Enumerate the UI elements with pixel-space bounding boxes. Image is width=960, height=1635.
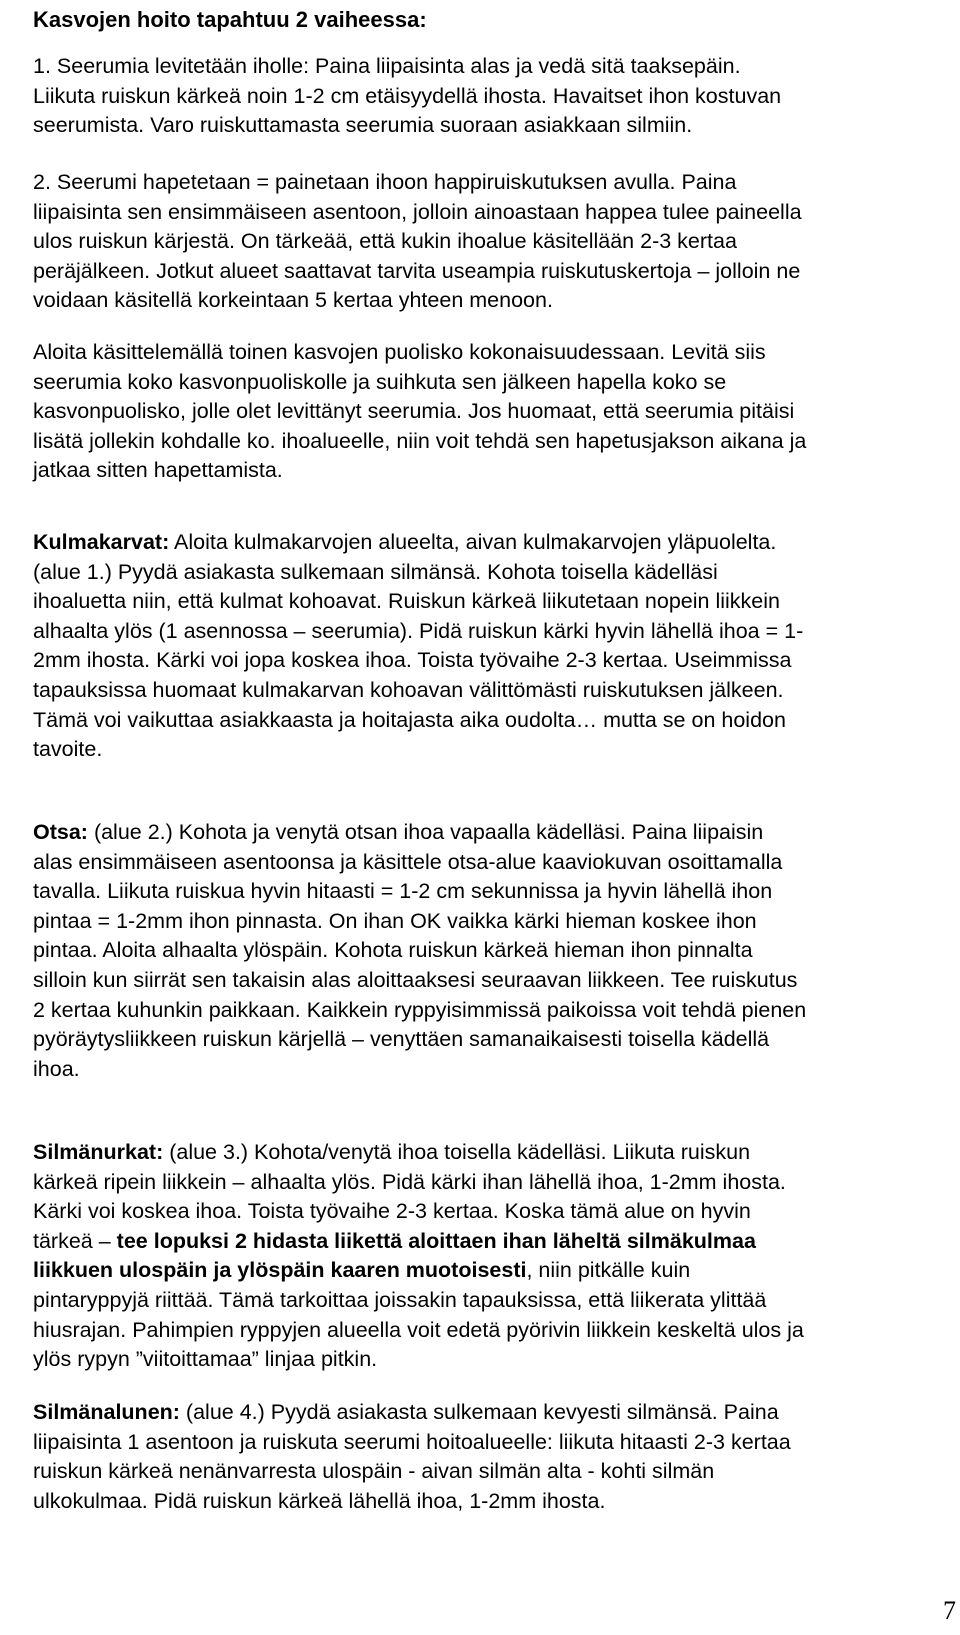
text-line: hiusrajan. Pahimpien ryppyjen alueella voit edetä pyörivin liikkein keskeltä ulos ja	[33, 1317, 804, 1342]
text-line	[33, 1398, 933, 1428]
text-line: ihoa.	[33, 1056, 80, 1081]
section-label: Silmänalunen:	[33, 1400, 180, 1424]
text-line	[33, 1227, 933, 1257]
text-line: lisätä jollekin kohdalle ko. ihoalueelle, niin voit tehdä sen hapetusjakson aikana ja	[33, 428, 807, 453]
text-span: Aloita kulmakarvojen alueelta, aivan kulmakarvojen yläpuolelta.	[169, 530, 777, 554]
text-line: ulkokulmaa. Pidä ruiskun kärkeä lähellä ihoa, 1-2mm ihosta.	[33, 1488, 606, 1513]
emphasis-text: liikkuen ulospäin ja ylöspäin kaaren muotoisesti	[33, 1258, 527, 1283]
text-line: 2mm ihosta. Kärki voi jopa koskea ihoa. Toista työvaihe 2-3 kertaa. Useimmissa	[33, 648, 792, 673]
start-paragraph	[33, 338, 933, 486]
section-label: Otsa:	[33, 820, 88, 844]
text-line: pintaa = 1-2mm ihon pinnasta. On ihan OK vaikka kärki hieman koskee ihon	[33, 908, 757, 933]
text-line: ulos ruiskun kärjestä. On tärkeää, että kukin ihoalue käsitellään 2-3 kertaa	[33, 229, 737, 254]
text-line: seerumista. Varo ruiskuttamasta seerumia suoraan asiakkaan silmiin.	[33, 113, 693, 138]
text-line: 2. Seerumi hapetetaan = painetaan ihoon happiruiskutuksen avulla. Paina	[33, 170, 737, 194]
text-line: 1. Seerumia levitetään iholle: Paina liipaisinta alas ja vedä sitä taaksepäin.	[33, 54, 741, 78]
text-line: liipaisinta 1 asentoon ja ruiskuta seerumi hoitoalueelle: liikuta hitaasti 2-3 kertaa	[33, 1429, 791, 1454]
text-line: 2 kertaa kuhunkin paikkaan. Kaikkein ryppyisimmissä paikoissa voit tehdä pienen	[33, 997, 807, 1022]
text-line: pyöräytysliikkeen ruiskun kärjellä – venyttäen samanaikaisesti toisella kädellä	[33, 1027, 770, 1052]
text-line: Tämä voi vaikuttaa asiakkaasta ja hoitajasta aika oudolta… mutta se on hoidon	[33, 707, 786, 732]
kulmakarvat-paragraph	[33, 528, 933, 765]
text-line	[33, 818, 933, 848]
text-span: (alue 2.) Kohota ja venytä otsan ihoa vapaalla kädelläsi. Paina liipaisin	[87, 820, 764, 844]
text-line: voidaan käsitellä korkeintaan 5 kertaa yhteen menoon.	[33, 288, 553, 313]
text-line: pintaa. Aloita alhaalta ylöspäin. Kohota ruiskun kärkeä hieman ihon pinnalta	[33, 938, 753, 963]
text-span: (alue 3.) Kohota/venytä ihoa toisella kädelläsi. Liikuta ruiskun	[163, 1140, 751, 1164]
text-line: (alue 1.) Pyydä asiakasta sulkemaan silmänsä. Kohota toisella kädelläsi	[33, 559, 718, 584]
emphasis-text: tee lopuksi 2 hidasta liikettä aloittaen ihan läheltä silmäkulmaa	[116, 1228, 756, 1253]
text-line: alas ensimmäiseen asentoonsa ja käsittele otsa-alue kaaviokuvan osoittamalla	[33, 849, 783, 874]
section-label: Silmänurkat:	[33, 1140, 164, 1164]
text-line	[33, 1138, 933, 1168]
text-line: ylös rypyn ”viitoittamaa” linjaa pitkin.	[33, 1347, 378, 1372]
text-line: tapauksissa huomaat kulmakarvan kohoavan välittömästi ruiskutuksen jälkeen.	[33, 677, 784, 702]
otsa-paragraph	[33, 818, 933, 1084]
page-number: 7	[943, 1596, 956, 1625]
text-line: silloin kun siirrät sen takaisin alas aloittaaksesi seuraavan liikkeen. Tee ruiskutus	[33, 967, 798, 992]
text-line: alhaalta ylös (1 asennossa – seerumia). Pidä ruiskun kärki hyvin lähellä ihoa = 1-	[33, 618, 804, 643]
text-line	[33, 528, 933, 558]
text-line: Liikuta ruiskun kärkeä noin 1-2 cm etäisyydellä ihosta. Havaitset ihon kostuvan	[33, 83, 782, 108]
text-line: Aloita käsittelemällä toinen kasvojen puolisko kokonaisuudessaan. Levitä siis	[33, 340, 766, 364]
text-span: (alue 4.) Pyydä asiakasta sulkemaan kevyesti silmänsä. Paina	[179, 1400, 779, 1424]
text-line: kasvonpuolisko, jolle olet levittänyt seerumia. Jos huomaat, että seerumia pitäisi	[33, 399, 795, 424]
silmanalunen-paragraph	[33, 1398, 933, 1516]
text-line: seerumia koko kasvonpuoliskolle ja suihkuta sen jälkeen hapella koko se	[33, 369, 727, 394]
section-label: Kulmakarvat:	[33, 530, 170, 554]
step-2-paragraph	[33, 168, 933, 316]
text-span: , niin pitkälle kuin	[526, 1258, 691, 1283]
text-line: kärkeä ripein liikkein – alhaalta ylös. Pidä kärki ihan lähellä ihoa, 1-2mm ihosta.	[33, 1169, 786, 1194]
page-heading: Kasvojen hoito tapahtuu 2 vaiheessa:	[33, 7, 427, 32]
text-line: tavoite.	[33, 737, 103, 762]
text-line: peräjälkeen. Jotkut alueet saattavat tarvita useampia ruiskutuskertoja – jolloin ne	[33, 258, 801, 283]
text-line: Kärki voi koskea ihoa. Toista työvaihe 2-3 kertaa. Koska tämä alue on hyvin	[33, 1199, 751, 1224]
step-1-paragraph	[33, 52, 933, 141]
text-line: ruiskun kärkeä nenänvarresta ulospäin - aivan silmän alta - kohti silmän	[33, 1459, 715, 1484]
text-line	[33, 1256, 933, 1286]
text-line: jatkaa sitten hapettamista.	[33, 458, 283, 483]
text-span: tärkeä –	[33, 1228, 117, 1253]
text-line: pintaryppyjä riittää. Tämä tarkoittaa joissakin tapauksissa, että liikerata ylittää	[33, 1287, 767, 1312]
text-line: ihoaluetta niin, että kulmat kohoavat. Ruiskun kärkeä liikutetaan nopein liikkein	[33, 589, 780, 614]
text-line: tavalla. Liikuta ruiskua hyvin hitaasti = 1-2 cm sekunnissa ja hyvin lähellä ihon	[33, 879, 773, 904]
text-line: liipaisinta sen ensimmäiseen asentoon, jolloin ainoastaan happea tulee paineella	[33, 199, 802, 224]
silmanurkat-paragraph	[33, 1138, 933, 1375]
